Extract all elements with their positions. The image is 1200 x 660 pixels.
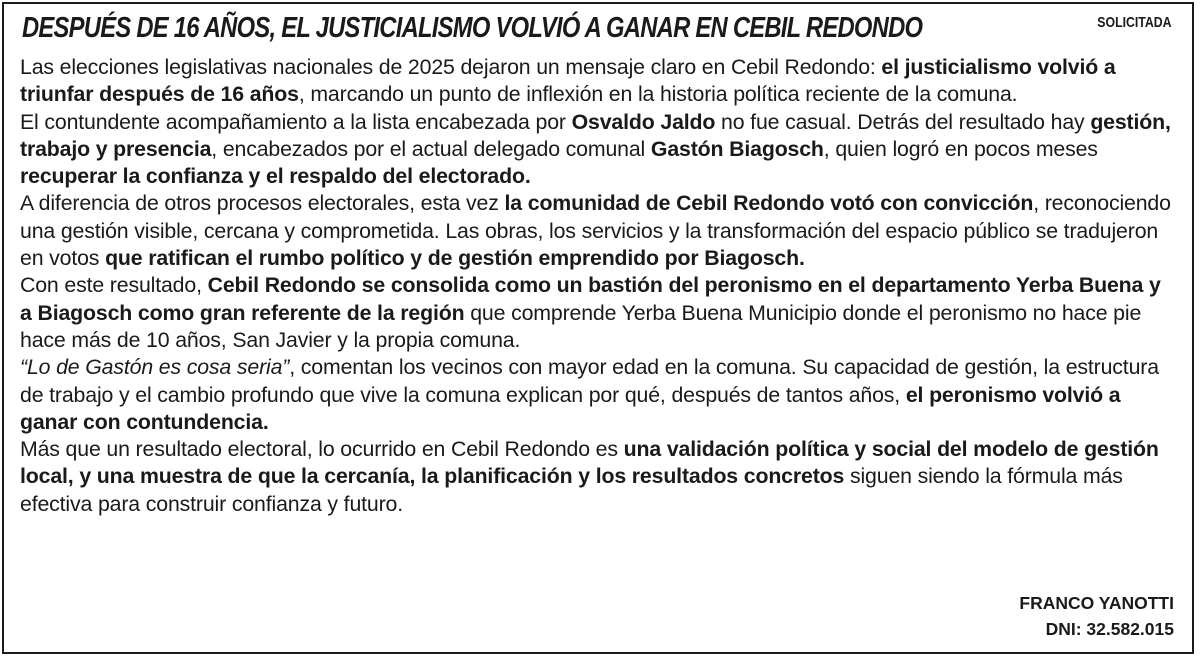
- bold-text: Cebil Redondo se consolida como un bastión del peronismo en el departamento Yerba Buena y a Biagosch como gran referente de la región: [20, 273, 1161, 325]
- solicitada-tag: SOLICITADA: [1097, 14, 1172, 31]
- bold-text: Gastón Biagosch: [650, 136, 824, 161]
- paragraph: [20, 354, 1178, 436]
- paragraph-text: Con este resultado,: [20, 273, 208, 298]
- paragraph-text: Más que un resultado electoral, lo ocurrido en Cebil Redondo es: [20, 437, 624, 462]
- bold-text: la comunidad de Cebil Redondo votó con convicción: [504, 191, 1034, 216]
- paragraph-text: no fue casual. Detrás del resultado hay: [715, 109, 1091, 134]
- paragraph-text: Las elecciones legislativas nacionales de 2025 dejaron un mensaje claro en Cebil Redondo:: [20, 55, 882, 79]
- bold-text: Osvaldo Jaldo: [571, 109, 716, 134]
- paragraph-text: , comentan los vecinos con mayor edad en la comuna. Su capacidad de gestión, la estructura de trabajo y el cambio profundo que vive la comuna explican por qué, después de tantos años,: [20, 355, 1159, 407]
- paragraph: [20, 190, 1178, 272]
- article-body: [20, 54, 1178, 518]
- bold-text: el justicialismo volvió a triunfar después de 16 años: [20, 55, 1116, 107]
- paragraph: [20, 54, 1178, 109]
- bold-text: recuperar la confianza y el respaldo del electorado.: [20, 164, 531, 189]
- paragraph-text: , marcando un punto de inflexión en la historia política reciente de la comuna.: [298, 82, 1018, 107]
- bold-text: una validación política y social del modelo de gestión local, y una muestra de que la cercanía, la planificación y los resultados concretos: [20, 437, 1159, 489]
- paragraph: [20, 109, 1178, 191]
- signature-block: [1019, 590, 1174, 642]
- paragraph-text: , encabezados por el actual delegado comunal: [211, 136, 651, 161]
- paragraph-text: siguen siendo la fórmula más efectiva para construir confianza y futuro.: [20, 464, 1123, 516]
- quote-text: “Lo de Gastón es cosa seria”: [20, 355, 290, 380]
- paragraph: [20, 436, 1178, 518]
- bold-text: que ratifican el rumbo político y de gestión emprendido por Biagosch.: [105, 246, 805, 271]
- bold-text: gestión, trabajo y presencia: [20, 109, 1171, 161]
- paragraph-text: El contundente acompañamiento a la lista encabezada por: [20, 109, 572, 134]
- paragraph: [20, 272, 1178, 354]
- signer-id: DNI: 32.582.015: [1045, 619, 1174, 639]
- paragraph-text: , reconociendo una gestión visible, cercana y comprometida. Las obras, los servicios y la transformación del espacio público se tradujeron en votos: [20, 191, 1171, 271]
- headline: DESPUÉS DE 16 AÑOS, EL JUSTICIALISMO VOLVIÓ A GANAR EN CEBIL REDONDO: [22, 12, 923, 44]
- advertisement-box: [2, 2, 1194, 654]
- signer-name: FRANCO YANOTTI: [1019, 593, 1174, 613]
- paragraph-text: A diferencia de otros procesos electorales, esta vez: [20, 191, 505, 216]
- paragraph-text: , quien logró en pocos meses: [823, 136, 1098, 161]
- bold-text: el peronismo volvió a ganar con contundencia.: [20, 382, 1121, 434]
- paragraph-text: que comprende Yerba Buena Municipio donde el peronismo no hace pie hace más de 10 años, San Javier y la propia comuna.: [20, 300, 1142, 352]
